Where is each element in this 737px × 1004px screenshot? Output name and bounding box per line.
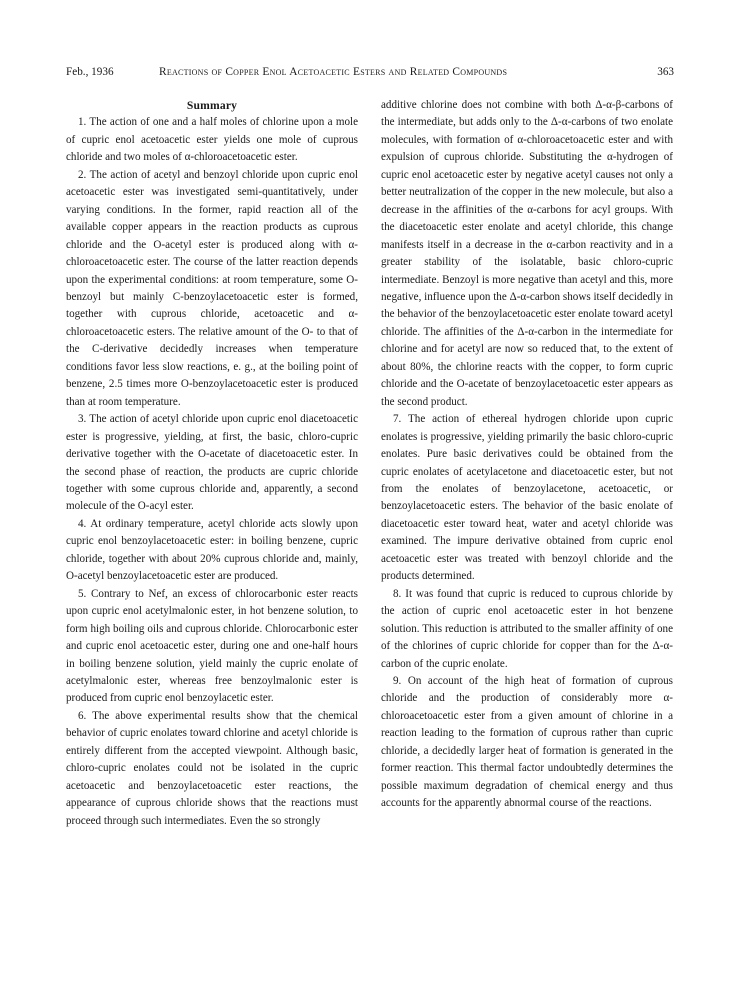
- summary-item-2: 2. The action of acetyl and benzoyl chloride upon cupric enol acetoacetic ester was investigated semi-quantitatively, under varying conditions. In the former, rapid reaction all of the available copper appears in the reaction products as cuprous chloride and the O-acetyl ester is produced along with α-chloroacetoacetic ester. The course of the latter reaction depends upon the experimental conditions: at room temperature, some O-benzoyl but mainly C-benzoylacetoacetic ester is formed, together with cuprous chloride, acetoacetic and α-chloroacetoacetic esters. The relative amount of the O- to that of the C-derivative decidedly increases when temperature conditions favor less slow reactions, e. g., at the boiling point of benzene, 2.5 times more O-benzoylacetoacetic ester is produced than at room temperature.: [66, 168, 358, 408]
- running-head: [66, 64, 674, 80]
- summary-item-8: 8. It was found that cupric is reduced to cuprous chloride by the action of cupric enol acetoacetic ester in hot benzene solution. This reduction is attributed to the smaller affinity of one of the chlorines of cupric chloride for copper than for the Δ-α-carbon of the cupric enolate.: [381, 587, 673, 670]
- summary-item-1: 1. The action of one and a half moles of chlorine upon a mole of cupric enol acetoacetic ester yields one mole of cuprous chloride and two moles of α-chloroacetoacetic ester.: [66, 116, 358, 164]
- issue-date: Feb., 1936: [66, 66, 114, 78]
- summary-item-9: 9. On account of the high heat of formation of cuprous chloride and the production of considerably more α-chloroacetoacetic ester from a given amount of chlorine in a reaction leading to the formation of cuprous rather than cupric chloride, a decidedly larger heat of formation is generated in the former reaction. This thermal factor undoubtedly determines the possible maximum degradation of chemical energy and thus accounts for the apparently abnormal course of the reactions.: [381, 674, 673, 810]
- summary-item-6: 6. The above experimental results show that the chemical behavior of cupric enolates toward chlorine and acetyl chloride is entirely different from the accepted viewpoint. Although basic, chloro-cupric enolates could not be isolated in the cupric acetoacetic and benzoylacetoacetic ester reactions, the appearance of cuprous chloride shows that the reactions must proceed through such intermediates. Even the so strongly: [66, 709, 358, 827]
- summary-item-3: 3. The action of acetyl chloride upon cupric enol diacetoacetic ester is progressive, yielding, at first, the basic, chloro-cupric derivative together with the O-acetate of diacetoacetic ester. In the second phase of reaction, the products are cupric chloride together with some cuprous chloride and, apparently, a second molecule of the O-acyl ester.: [66, 413, 358, 513]
- summary-item-4: 4. At ordinary temperature, acetyl chloride acts slowly upon cupric enol benzoylacetoacetic ester: in boiling benzene, cupric chloride, together with about 20% cuprous chloride and, mainly, O-acetyl benzoylacetoacetic ester are produced.: [66, 517, 358, 583]
- right-column: [381, 97, 673, 813]
- summary-item-6-continued: additive chlorine does not combine with both Δ-α-β-carbons of the intermediate, but adds only to the Δ-α-carbons of two enolate molecules, with formation of α-chloroacetoacetic ester and with expulsion of cuprous chloride. Substituting the α-hydrogen of cupric enol acetoacetic ester by negative acetyl causes not only a better neutralization of the copper in the new molecule, but also a decrease in the affinities of the α-carbons for acyl groups. With the diacetoacetic ester enolate and acetyl chloride, this change manifests itself in a decrease in the α-carbon reactivity and in a greater stability of the isolatable, basic chloro-cupric intermediate. Benzoyl is more negative than acetyl and this, more negative, influence upon the Δ-α-carbon shows itself decidedly in the behavior of the benzoylacetoacetic ester enolate toward acetyl chloride. The affinities of the Δ-α-carbon in the intermediate for chlorine and for acetyl are now so reduced that, to the extent of about 80%, the chlorine reacts with the copper, to form cupric chloride and the O-acetate of benzoylacetoacetic ester appears as the second product.: [381, 99, 673, 408]
- left-column: [66, 97, 358, 830]
- page-number: 363: [657, 66, 674, 78]
- section-heading: Summary: [186, 99, 238, 112]
- summary-item-7: 7. The action of ethereal hydrogen chloride upon cupric enolates is progressive, yielding primarily the basic chloro-cupric enolates. Pure basic derivatives could be obtained from the cupric enolates of acetylacetone and diacetoacetic ester, but not from the enolates of benzoylacetone, acetoacetic, or benzoylacetoacetic esters. The behavior of the basic enolate of diacetoacetic ester toward heat, water and acetyl chloride was examined. The impure derivative obtained from cupric enol acetoacetic ester was treated with benzoyl chloride and the products determined.: [381, 413, 673, 583]
- summary-item-5: 5. Contrary to Nef, an excess of chlorocarbonic ester reacts upon cupric enol acetylmalonic ester, in hot benzene solution, to form high boiling oils and cuprous chloride. Chlorocarbonic ester and cupric enol acetoacetic ester, during one and one-half hours in boiling benzene solution, yield mainly the cupric enolate of acetylmalonic ester, whereas free benzoylmalonic ester is produced from cupric enol benzoylacetic ester.: [66, 587, 358, 705]
- running-title: Reactions of Copper Enol Acetoacetic Esters and Related Compounds: [159, 66, 508, 78]
